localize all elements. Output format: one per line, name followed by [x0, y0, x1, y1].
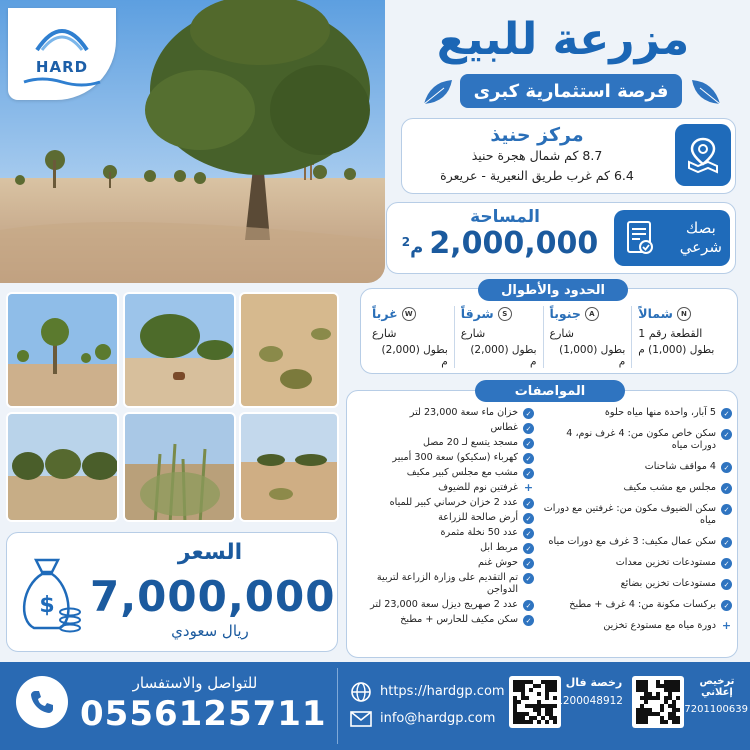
spec-text: أرض صالحة للزراعة [438, 512, 518, 523]
spec-text: كهرباء (سكيكو) سعة 300 أمبير [392, 452, 518, 463]
check-icon: ✓ [523, 453, 534, 464]
spec-item [354, 542, 534, 554]
spec-text: 4 مواقف شاحنات [644, 461, 716, 472]
plus-icon: + [523, 481, 534, 494]
deed-box [614, 210, 730, 266]
contact-label: للتواصل والاستفسار [132, 674, 258, 692]
spec-text: مربط ابل [480, 542, 518, 553]
check-icon: ✓ [523, 438, 534, 449]
photo-shrubs-5 [123, 412, 236, 522]
compass-w-icon: W [402, 307, 416, 321]
deed-line-2: شرعي [679, 238, 722, 256]
area-label: المساحة [470, 207, 540, 227]
spec-text: مستودعات تخزين معدات [615, 557, 716, 568]
spec-text: عدد 2 صهريج ديزل سعة 23,000 لتر [370, 599, 518, 610]
spec-item [354, 422, 534, 434]
check-icon: ✓ [523, 528, 534, 539]
spec-text: خزان ماء سعة 23,000 لتر [409, 407, 518, 418]
location-title: مركز حنيذ [490, 124, 584, 146]
area-value: 2,000,000 [429, 226, 599, 261]
spec-item [354, 572, 534, 596]
email-link[interactable]: info@hardgp.com [380, 711, 496, 726]
brand-logo [8, 8, 116, 100]
spec-text: غطاس [490, 422, 518, 433]
globe-icon [350, 681, 372, 703]
price-value: 7,000,000 [90, 572, 336, 621]
map-pin-icon [675, 124, 731, 186]
spec-text: سكن عمال مكيف: 3 غرف مع دورات مياه [548, 536, 716, 547]
spec-item [354, 557, 534, 569]
spec-text: سكن الضيوف مكون من: غرفتين مع دورات مياه [543, 503, 716, 526]
right-leaf-icon [688, 74, 724, 110]
website-link[interactable]: https://hardgp.com [380, 684, 505, 699]
spec-text: مجلس مع مشب مكيف [623, 482, 716, 493]
spec-text: دورة مياه مع مستودع تخزين [603, 620, 716, 631]
check-icon: ✓ [721, 504, 732, 515]
spec-text: حوش غنم [478, 557, 518, 568]
spec-item [540, 536, 732, 548]
specs-left-list [354, 407, 534, 629]
spec-item [354, 614, 534, 626]
spec-text: مشب مع مجلس كبير مكيف [406, 467, 518, 478]
email-icon [350, 710, 372, 728]
border-west: W غرباً شارع بطول (2,000) م [371, 306, 448, 368]
spec-text: سكن مكيف للحارس + مطبخ [400, 614, 518, 625]
spec-text: سكن خاص مكون من: 4 غرف نوم، 4 دورات مياه [566, 428, 716, 451]
ad-license-number: 7201100639 [684, 704, 748, 715]
spec-item [354, 407, 534, 419]
specs-title: المواصفات [475, 380, 625, 402]
phone-icon [16, 676, 68, 728]
spec-item [540, 578, 732, 590]
check-icon: ✓ [523, 573, 534, 584]
ad-license-label: ترخيص إعلاني [699, 676, 735, 698]
photo-field-6 [239, 412, 339, 522]
phone-number[interactable]: 0556125711 [80, 694, 327, 734]
fal-number: 1200048912 [556, 695, 623, 707]
spec-item [354, 452, 534, 464]
logo-text: HARD [35, 58, 89, 76]
area-unit: م$^2$ [401, 235, 424, 258]
photo-palms-1 [6, 292, 119, 408]
left-leaf-icon [420, 74, 456, 110]
spec-item [540, 428, 732, 452]
check-icon: ✓ [523, 513, 534, 524]
spec-item [354, 482, 534, 494]
check-icon: ✓ [721, 579, 732, 590]
fal-label: رخصة فال [565, 676, 623, 689]
logo-water-icon [22, 76, 102, 88]
page-title: مزرعة للبيع [436, 14, 690, 65]
spec-item [540, 482, 732, 494]
check-icon: ✓ [721, 429, 732, 440]
fal-qr-code[interactable] [509, 676, 561, 728]
spec-item [540, 407, 732, 419]
border-north: N شمالاً القطعة رقم 1 بطول (1,000) م [638, 306, 715, 356]
check-icon: ✓ [523, 600, 534, 611]
subtitle-banner: فرصة استثمارية كبرى [460, 74, 682, 108]
spec-item [540, 461, 732, 473]
check-icon: ✓ [523, 543, 534, 554]
check-icon: ✓ [523, 558, 534, 569]
specs-right-list [540, 407, 732, 641]
spec-text: غرفتين نوم للضيوف [438, 482, 518, 493]
location-line-1: 8.7 كم شمال هجرة حنيذ [471, 148, 603, 163]
compass-s-icon: A [585, 307, 599, 321]
spec-text: مسجد يتسع لـ 20 مصل [422, 437, 518, 448]
check-icon: ✓ [523, 468, 534, 479]
price-label: السعر [177, 540, 243, 565]
money-bag-icon [14, 550, 84, 640]
check-icon: ✓ [721, 483, 732, 494]
check-icon: ✓ [721, 462, 732, 473]
spec-item [540, 620, 732, 632]
check-icon: ✓ [523, 408, 534, 419]
ad-qr-code[interactable] [632, 676, 684, 728]
check-icon: ✓ [721, 558, 732, 569]
check-icon: ✓ [721, 537, 732, 548]
spec-item [354, 512, 534, 524]
check-icon: ✓ [721, 600, 732, 611]
logo-wave-icon [27, 20, 97, 58]
spec-text: تم التقديم على وزارة الزراعة لتربية الدواجن [376, 572, 518, 595]
location-line-2: 6.4 كم غرب طريق النعيرية - عريعرة [440, 168, 634, 183]
spec-item [354, 599, 534, 611]
spec-item [540, 599, 732, 611]
footer-divider [337, 668, 338, 744]
plus-icon: + [721, 619, 732, 632]
photo-trees-4 [6, 412, 119, 522]
spec-item [354, 437, 534, 449]
spec-item [354, 467, 534, 479]
compass-n-icon: N [677, 307, 691, 321]
spec-text: مستودعات تخزين بضائع [620, 578, 716, 589]
compass-e-icon: S [498, 307, 512, 321]
spec-item [354, 527, 534, 539]
check-icon: ✓ [523, 615, 534, 626]
spec-item [354, 497, 534, 509]
borders-title: الحدود والأطوال [478, 279, 628, 301]
check-icon: ✓ [523, 423, 534, 434]
check-icon: ✓ [523, 498, 534, 509]
svg-text:$: $ [39, 593, 55, 618]
price-currency: ريال سعودي [171, 622, 249, 640]
deed-line-1: بصك [685, 219, 716, 237]
spec-item [540, 557, 732, 569]
border-south: A جنوباً شارع بطول (1,000) م [549, 306, 626, 368]
photo-land-3 [239, 292, 339, 408]
spec-text: بركسات مكونة من: 4 غرف + مطبخ [569, 599, 716, 610]
spec-text: عدد 2 خزان خرساني كبير للمياه [389, 497, 518, 508]
border-east: S شرقاً شارع بطول (2,000) م [460, 306, 537, 368]
spec-text: 5 آبار، واحدة منها مياه حلوة [604, 407, 716, 418]
photo-tree-2 [123, 292, 236, 408]
check-icon: ✓ [721, 408, 732, 419]
document-check-icon [622, 219, 656, 257]
spec-text: عدد 50 نخلة مثمرة [440, 527, 518, 538]
borders-row [366, 306, 732, 368]
spec-item [540, 503, 732, 527]
